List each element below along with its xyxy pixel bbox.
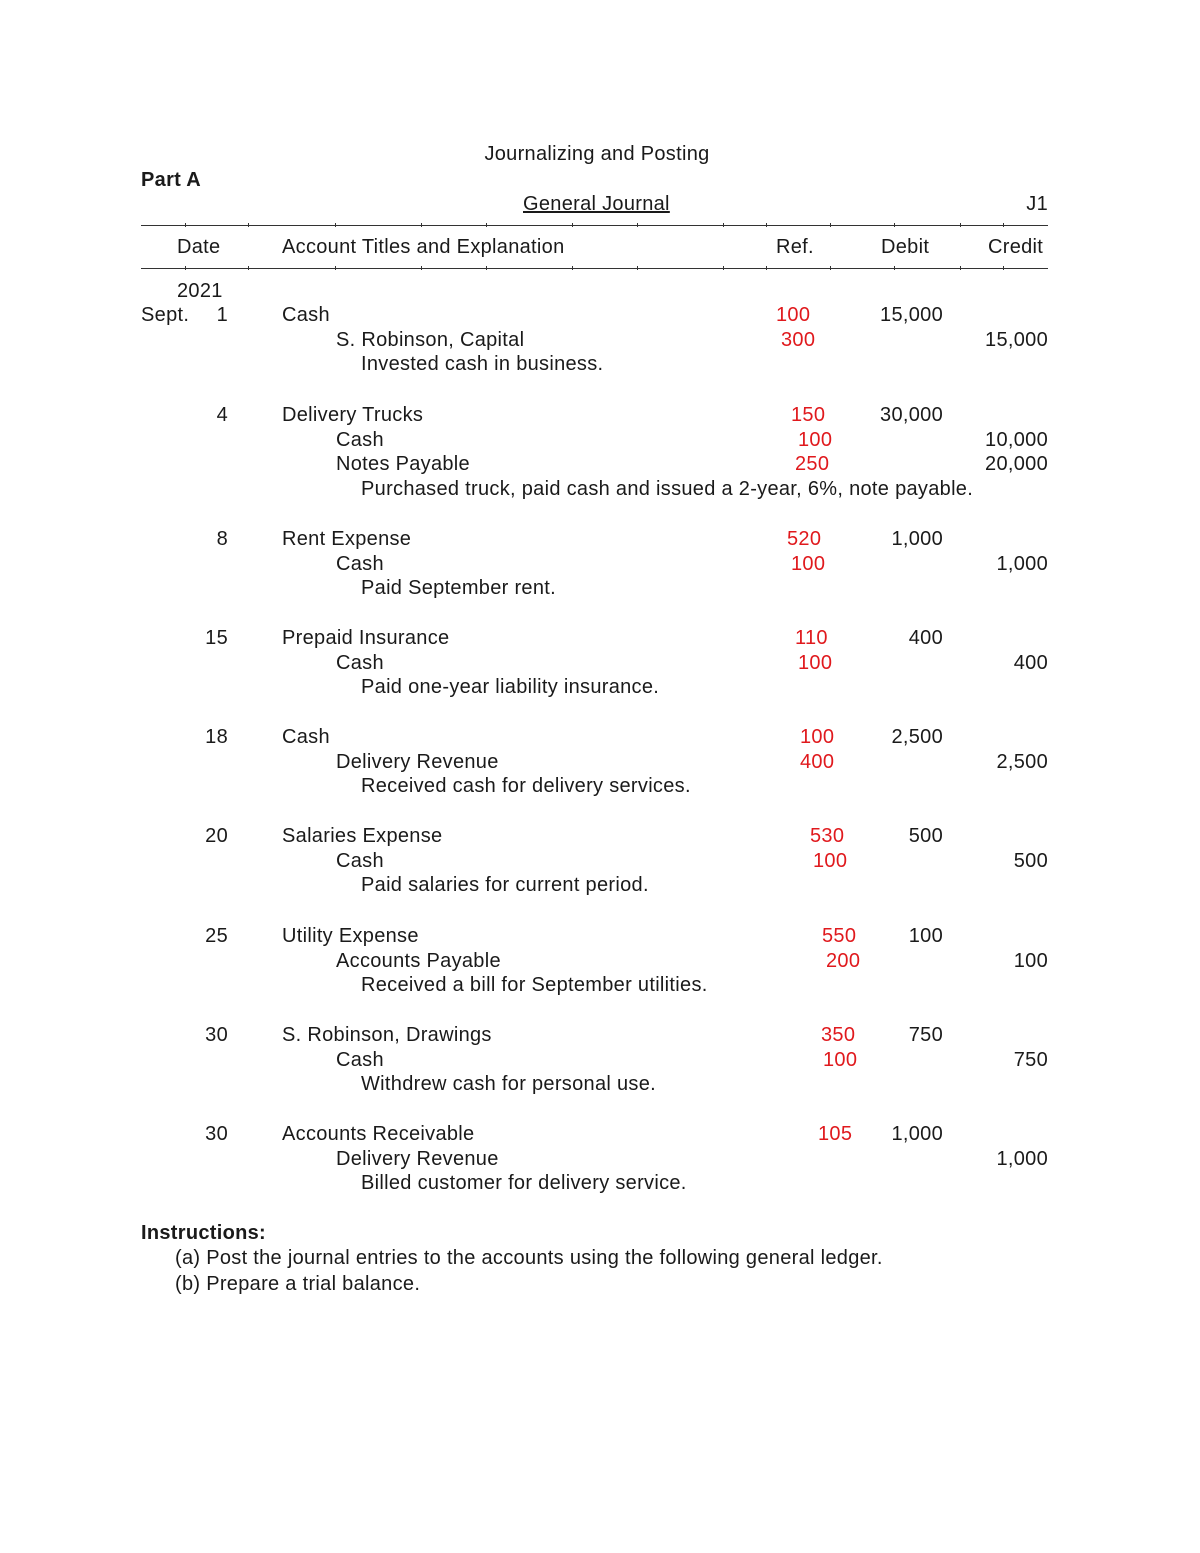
rule-tick	[335, 266, 336, 270]
entry-explanation: Paid salaries for current period.	[361, 874, 649, 896]
debit-account: Accounts Receivable	[282, 1123, 475, 1145]
part-label: Part A	[141, 169, 201, 191]
entry-day: 4	[216, 404, 228, 426]
entry-explanation: Withdrew cash for personal use.	[361, 1073, 656, 1095]
journal-year: 2021	[177, 280, 223, 302]
rule-tick	[486, 223, 487, 227]
credit-account: Accounts Payable	[336, 949, 501, 972]
header-account: Account Titles and Explanation	[282, 236, 565, 258]
rule-tick	[335, 223, 336, 227]
rule-tick	[572, 223, 573, 227]
instruction-item: (b) Prepare a trial balance.	[175, 1273, 421, 1295]
entry-day: 25	[205, 925, 228, 947]
debit-account: Cash	[282, 726, 330, 748]
credit-account: S. Robinson, Capital	[336, 328, 525, 351]
rule-tick	[637, 223, 638, 227]
debit-ref: 105	[818, 1123, 853, 1145]
debit-account: Cash	[282, 304, 330, 326]
entry-day: 30	[205, 1024, 228, 1046]
entry-explanation: Paid one-year liability insurance.	[361, 676, 660, 698]
entry-explanation: Purchased truck, paid cash and issued a 2-year, 6%, note payable.	[361, 477, 974, 500]
rule-tick	[185, 266, 186, 270]
entry-day: 30	[205, 1123, 228, 1145]
rule-tick	[248, 223, 249, 227]
debit-amount: 30,000	[880, 404, 943, 426]
header-credit: Credit	[988, 236, 1044, 258]
header-debit: Debit	[881, 236, 930, 258]
entry-explanation: Billed customer for delivery service.	[361, 1172, 687, 1194]
rule-tick	[572, 266, 573, 270]
entry-day: 8	[216, 528, 228, 550]
credit-ref: 300	[781, 328, 816, 351]
credit-amount: 400	[1013, 651, 1048, 674]
rule-tick	[766, 223, 767, 227]
header-ref: Ref.	[776, 236, 814, 258]
debit-account: S. Robinson, Drawings	[282, 1024, 492, 1046]
credit-ref: 250	[795, 453, 830, 475]
header-date: Date	[177, 236, 221, 258]
credit-amount: 1,000	[996, 552, 1048, 575]
rule-tick	[894, 223, 895, 227]
credit-amount: 750	[1013, 1048, 1048, 1071]
rule-tick	[960, 266, 961, 270]
debit-account: Delivery Trucks	[282, 404, 424, 426]
credit-ref: 100	[798, 651, 833, 674]
debit-amount: 400	[908, 627, 943, 649]
page-title: Journalizing and Posting	[484, 143, 710, 165]
rule-tick	[894, 266, 895, 270]
debit-amount: 1,000	[891, 1123, 943, 1145]
debit-account: Utility Expense	[282, 925, 419, 947]
debit-ref: 520	[787, 528, 822, 550]
credit-amount: 15,000	[985, 328, 1048, 351]
debit-ref: 150	[791, 404, 826, 426]
rule-tick	[766, 266, 767, 270]
rule-tick	[421, 266, 422, 270]
entry-day: 18	[205, 726, 228, 748]
rule-tick	[960, 223, 961, 227]
credit-ref: 400	[800, 750, 835, 773]
debit-ref: 110	[795, 627, 828, 649]
credit-account: Cash	[336, 651, 384, 674]
debit-ref: 350	[821, 1024, 856, 1046]
debit-amount: 2,500	[891, 726, 943, 748]
entry-day: 20	[205, 825, 228, 847]
rule-tick	[1003, 266, 1004, 270]
debit-ref: 100	[776, 304, 811, 326]
debit-amount: 750	[908, 1024, 943, 1046]
credit-account: Cash	[336, 849, 384, 872]
debit-ref: 550	[822, 925, 857, 947]
rule-tick	[830, 266, 831, 270]
credit-ref: 200	[826, 949, 861, 972]
entry-day: 15	[205, 627, 228, 649]
credit-amount: 100	[1013, 949, 1048, 972]
credit-amount: 2,500	[996, 750, 1048, 773]
rule-tick	[248, 266, 249, 270]
credit-account: Cash	[336, 1048, 384, 1071]
credit-amount: 500	[1013, 849, 1048, 872]
rule-tick	[723, 266, 724, 270]
header-bottom-rule	[141, 268, 1048, 269]
rule-tick	[421, 223, 422, 227]
debit-ref: 530	[810, 825, 845, 847]
credit-ref: 100	[791, 552, 826, 575]
rule-tick	[486, 266, 487, 270]
credit-ref: 100	[798, 428, 833, 451]
rule-tick	[637, 266, 638, 270]
header-top-rule	[141, 225, 1048, 226]
credit-ref: 100	[813, 849, 848, 872]
entry-explanation: Received cash for delivery services.	[361, 775, 691, 797]
debit-amount: 15,000	[880, 304, 943, 326]
entry-explanation: Invested cash in business.	[361, 353, 604, 375]
rule-tick	[723, 223, 724, 227]
credit-account: Cash	[336, 428, 384, 451]
rule-tick	[185, 223, 186, 227]
journal-month: Sept.	[141, 304, 190, 326]
credit-account: Delivery Revenue	[336, 750, 499, 773]
rule-tick	[1003, 223, 1004, 227]
debit-amount: 100	[908, 925, 943, 947]
debit-amount: 500	[908, 825, 943, 847]
debit-account: Rent Expense	[282, 528, 412, 550]
credit-account: Delivery Revenue	[336, 1147, 499, 1170]
debit-account: Prepaid Insurance	[282, 627, 450, 649]
rule-tick	[830, 223, 831, 227]
credit-ref: 100	[823, 1048, 858, 1071]
journal-name: General Journal	[523, 193, 670, 215]
entry-day: 1	[216, 304, 228, 326]
debit-ref: 100	[800, 726, 835, 748]
entry-explanation: Received a bill for September utilities.	[361, 974, 708, 996]
credit-account: Cash	[336, 552, 384, 575]
credit-amount: 1,000	[996, 1147, 1048, 1170]
entry-explanation: Paid September rent.	[361, 577, 556, 599]
credit-account: Notes Payable	[336, 453, 470, 475]
credit-amount: 20,000	[985, 453, 1048, 475]
journal-page: J1	[1026, 193, 1048, 215]
instructions-label: Instructions:	[141, 1222, 267, 1244]
instruction-item: (a) Post the journal entries to the accounts using the following general ledger.	[175, 1247, 883, 1269]
debit-amount: 1,000	[891, 528, 943, 550]
credit-amount: 10,000	[985, 428, 1048, 451]
debit-account: Salaries Expense	[282, 825, 443, 847]
